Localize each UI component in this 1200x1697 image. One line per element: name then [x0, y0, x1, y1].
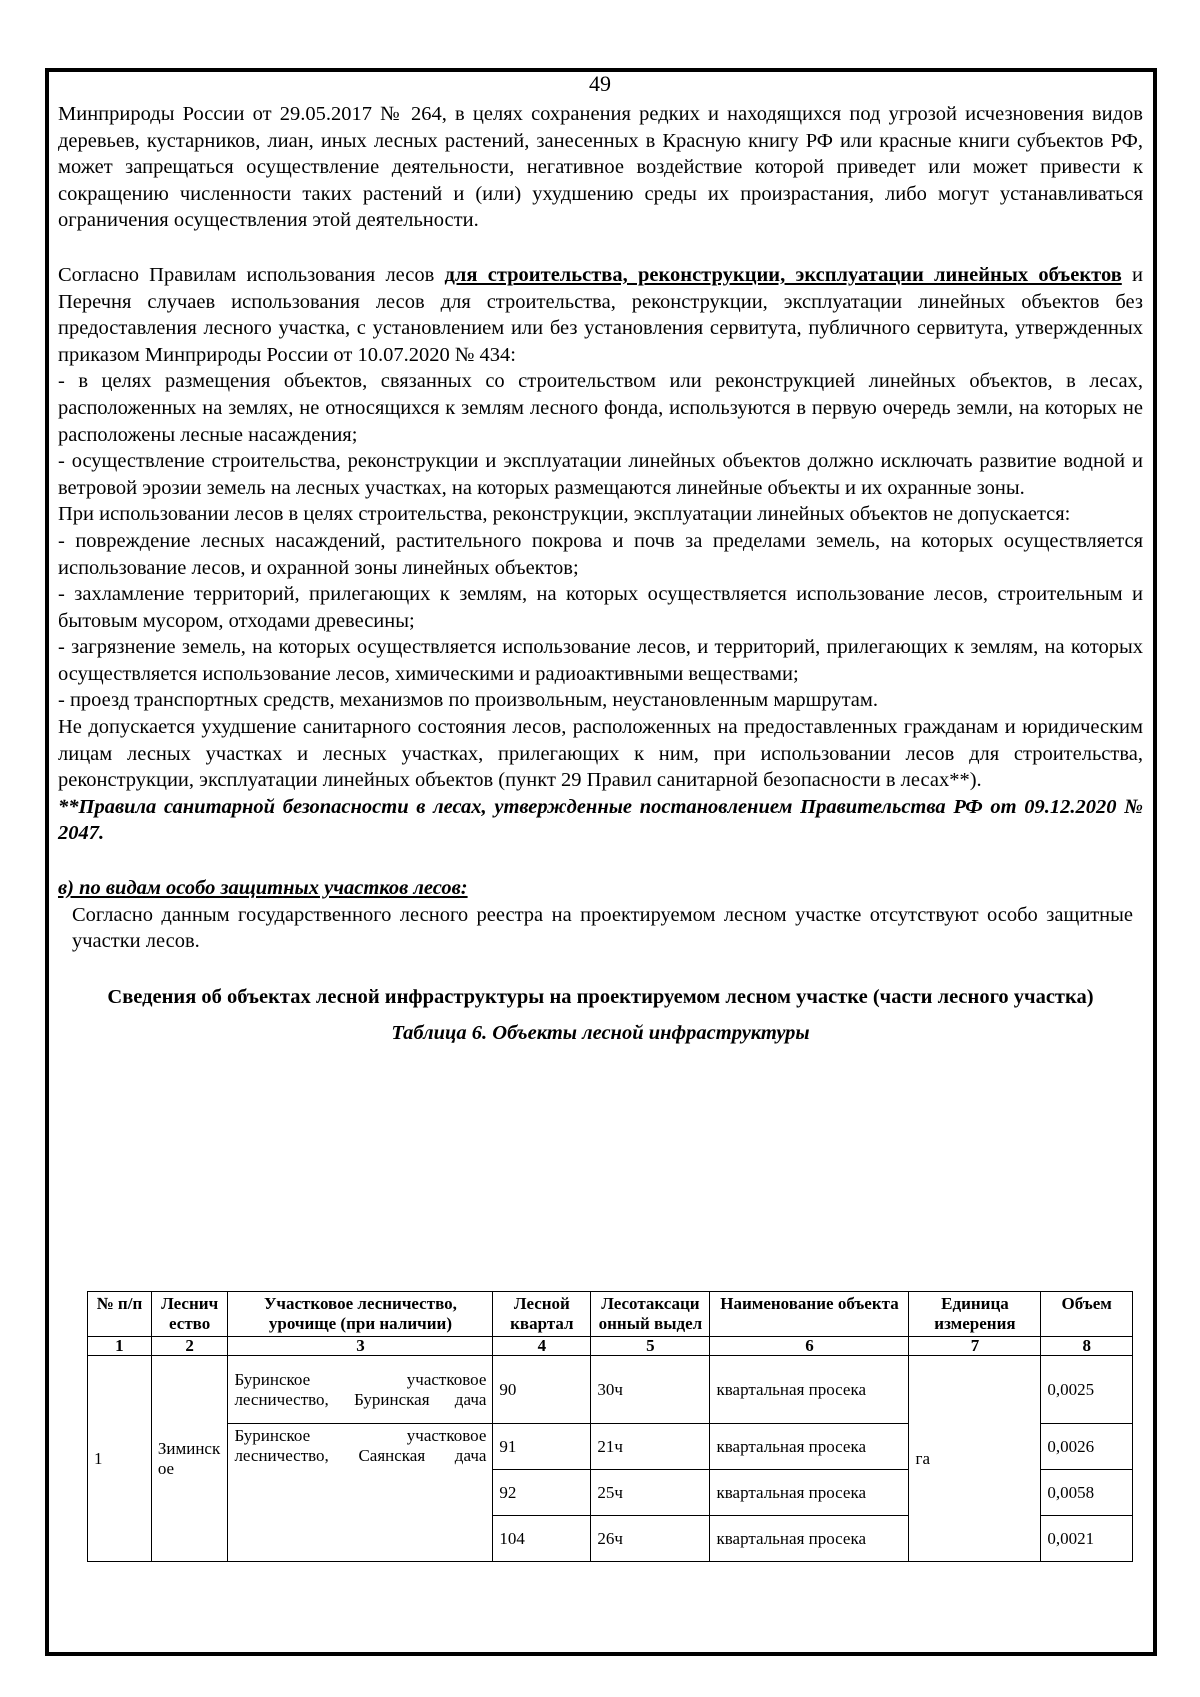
prohibited-item: - захламление территорий, прилегающих к землям, на которых осуществляется использование лесов, строительным и бытовым мусором, отходами древесины;	[58, 583, 1143, 632]
header-cell: № п/п	[88, 1292, 152, 1337]
column-number: 6	[710, 1337, 909, 1356]
prohibited-item: - проезд транспортных средств, механизмов по произвольным, неустановленным маршрутам.	[58, 689, 878, 712]
object-cell: квартальная просека	[710, 1356, 909, 1424]
vydel-cell: 26ч	[591, 1516, 710, 1562]
object-cell: квартальная просека	[710, 1424, 909, 1470]
document-body	[58, 101, 1143, 1049]
prohibited-item: - повреждение лесных насаждений, растительного покрова и почв за пределами земель, на которых осуществляется использование лесов, и охранной зоны линейных объектов;	[58, 529, 1143, 579]
column-number-row	[88, 1337, 1133, 1356]
rules-emphasis: для строительства, реконструкции, эксплуатации линейных объектов	[444, 263, 1122, 286]
intro-paragraph: Минприроды России от 29.05.2017 № 264, в целях сохранения редких и находящихся под угрозой исчезновения видов деревьев, кустарников, лиан, иных лесных растений, занесенных в Красную книгу РФ или красные книги субъектов РФ, может запрещаться осуществление деятельности, негативное воздействие которой приведет или может привести к сокращению численности таких растений и (или) ухудшению среды их произрастания, либо могут устанавливаться ограничения осуществления этой деятельности.	[58, 103, 1143, 232]
column-number: 5	[591, 1337, 710, 1356]
sanitary-footnote: **Правила санитарной безопасности в лесах, утвержденные постановлением Правительства РФ от 09.12.2020 № 2047.	[58, 795, 1143, 845]
quarter-cell: 104	[493, 1516, 591, 1562]
volume-cell: 0,0025	[1041, 1356, 1133, 1424]
quarter-cell: 92	[493, 1470, 591, 1516]
table-header-row	[88, 1292, 1133, 1337]
quarter-cell: 90	[493, 1356, 591, 1424]
quarter-cell: 91	[493, 1424, 591, 1470]
section-v-heading: в) по видам особо защитных участков лесов:	[58, 877, 468, 900]
rules-paragraph	[58, 262, 1143, 368]
district-cell: Буринское участковое лесничество, Буринская дача	[228, 1356, 493, 1424]
header-cell: Единица измерения	[909, 1292, 1041, 1337]
header-cell: Наименование объекта	[710, 1292, 909, 1337]
object-cell: квартальная просека	[710, 1470, 909, 1516]
infra-title: Сведения об объектах лесной инфраструктуры на проектируемом лесном участке (части лесного участка)	[107, 985, 1094, 1008]
table-caption: Таблица 6. Объекты лесной инфраструктуры	[391, 1021, 810, 1044]
row-number: 1	[88, 1356, 152, 1562]
volume-cell: 0,0058	[1041, 1470, 1133, 1516]
vydel-cell: 25ч	[591, 1470, 710, 1516]
rules-rest: и Перечня случаев использования лесов для строительства, реконструкции, эксплуатации линейных объектов без предоставления лесного участка, с установлением или без установления сервитута, публичного сервитута, утвержденных приказом Минприроды России от 10.07.2020 № 434:	[58, 263, 1143, 366]
volume-cell: 0,0021	[1041, 1516, 1133, 1562]
prohibited-item: - загрязнение земель, на которых осуществляется использование лесов, и территорий, прилегающих к землям, на которых осуществляется использование лесов, химическими и радиоактивными веществами;	[58, 636, 1143, 685]
bullet-item: - осуществление строительства, реконструкции и эксплуатации линейных объектов должно исключать развитие водной и ветровой эрозии земель на лесных участках, на которых размещаются линейные объекты и их охранные зоны.	[58, 450, 1143, 499]
district-cell: Буринское участковое лесничество, Саянская дача	[228, 1424, 493, 1562]
object-cell: квартальная просека	[710, 1516, 909, 1562]
vydel-cell: 21ч	[591, 1424, 710, 1470]
column-number: 3	[228, 1337, 493, 1356]
sanitary-paragraph: Не допускается ухудшение санитарного состояния лесов, расположенных на предоставленных гражданам и юридическим лицам лесных участках и лесных участках, прилегающих к ним, при использовании лесов для строительства, реконструкции, эксплуатации линейных объектов (пункт 29 Правил санитарной безопасности в лесах**).	[58, 716, 1143, 792]
forestry-cell: Зиминское	[151, 1356, 228, 1562]
vydel-cell: 30ч	[591, 1356, 710, 1424]
rules-lead: Согласно Правилам использования лесов	[58, 263, 445, 286]
header-cell: Участковое лесничество, урочище (при наличии)	[228, 1292, 493, 1337]
page-number: 49	[589, 71, 611, 96]
column-number: 8	[1041, 1337, 1133, 1356]
column-number: 4	[493, 1337, 591, 1356]
bullet-item: - в целях размещения объектов, связанных со строительством или реконструкцией линейных объектов, в лесах, расположенных на землях, не относящихся к землям лесного фонда, используются в первую очередь земли, на которых не расположены лесные насаждения;	[58, 370, 1143, 446]
header-cell: Лесничество	[151, 1292, 228, 1337]
column-number: 2	[151, 1337, 228, 1356]
header-cell: Объем	[1041, 1292, 1133, 1337]
column-number: 1	[88, 1337, 152, 1356]
header-cell: Лесотаксационный выдел	[591, 1292, 710, 1337]
unit-cell: га	[909, 1356, 1041, 1562]
header-cell: Лесной квартал	[493, 1292, 591, 1337]
volume-cell: 0,0026	[1041, 1424, 1133, 1470]
table-row	[88, 1356, 1133, 1424]
infrastructure-table	[87, 1291, 1133, 1562]
prohibited-intro: При использовании лесов в целях строительства, реконструкции, эксплуатации линейных объектов не допускается:	[58, 503, 1071, 526]
section-v-text: Согласно данным государственного лесного реестра на проектируемом лесном участке отсутствуют особо защитные участки лесов.	[72, 903, 1133, 953]
column-number: 7	[909, 1337, 1041, 1356]
